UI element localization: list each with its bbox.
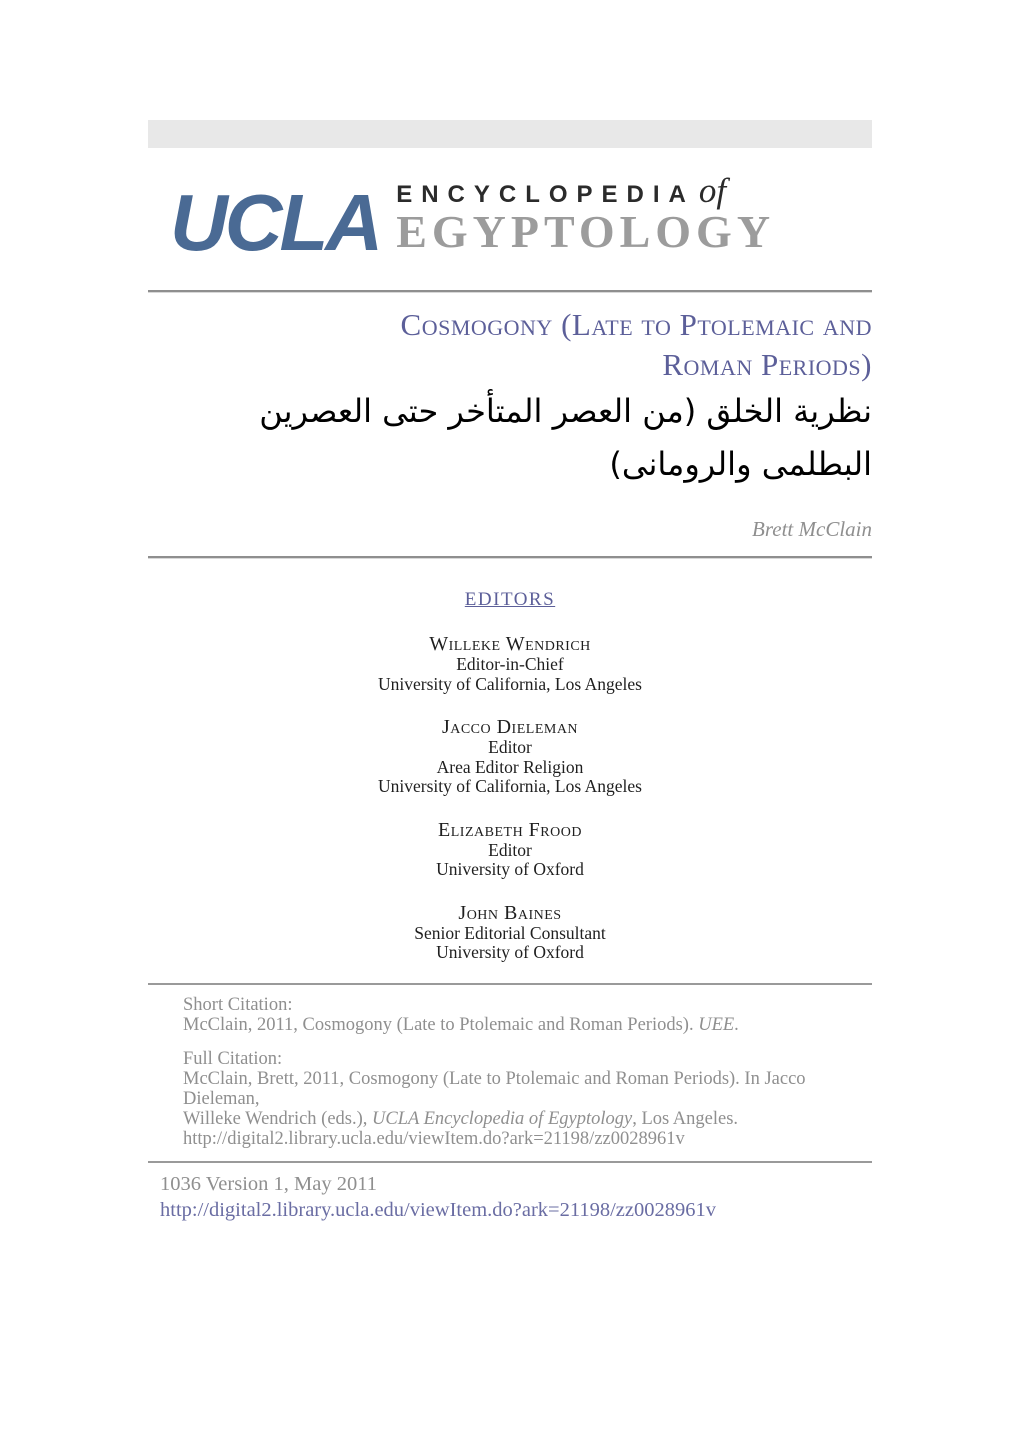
editor-entry (148, 716, 872, 797)
short-citation-journal: UEE (698, 1014, 735, 1035)
citation-gap (183, 1035, 872, 1049)
editor-name: John Baines (458, 901, 562, 924)
editors-heading-link[interactable]: EDITORS (464, 589, 556, 610)
full-citation-url[interactable]: http://digital2.library.ucla.edu/viewItem.do?ark=21198/zz0028961v (183, 1128, 685, 1149)
editor-entry (148, 633, 872, 694)
logo-wordmark (396, 171, 776, 258)
page-footer (148, 1171, 872, 1223)
editor-affiliation: University of California, Los Angeles (378, 776, 642, 796)
article-title-arabic-line-1: نظرية الخلق (من العصر المتأخر حتى العصرين (259, 392, 872, 430)
full-citation-line-2 (183, 1109, 872, 1129)
editors-heading-wrap (148, 589, 872, 611)
editor-affiliation: University of Oxford (436, 942, 584, 962)
article-title-line-2: Roman Periods) (662, 347, 872, 382)
author-bottom-rule (148, 556, 872, 559)
logo-encyclopedia-text: ENCYCLOPEDIA (396, 181, 695, 209)
page-content (148, 120, 872, 1223)
editor-name: Willeke Wendrich (429, 633, 591, 655)
document-page (0, 120, 1020, 1440)
citation-block (148, 983, 872, 1163)
editor-entry (148, 819, 872, 880)
author-name: Brett McClain (752, 517, 872, 541)
editor-role: Editor (488, 737, 532, 757)
full-citation-line-1: McClain, Brett, 2011, Cosmogony (Late to Ptolemaic and Roman Periods). In Jacco Dieleman, (183, 1068, 806, 1109)
logo-top-line (396, 171, 775, 211)
article-title-arabic-line-2: البطلمى والرومانى) (609, 445, 872, 483)
logo-egyptology-text: EGYPTOLOGY (396, 206, 776, 258)
full-citation-place: , Los Angeles. (632, 1108, 739, 1129)
header-gray-bar (148, 120, 872, 148)
editor-affiliation: University of Oxford (436, 859, 584, 879)
full-citation-work-title: UCLA Encyclopedia of Egyptology (372, 1108, 633, 1129)
uee-logo (148, 164, 872, 268)
logo-of-text: of (698, 171, 727, 211)
title-top-rule (148, 290, 872, 293)
short-citation-label: Short Citation: (183, 994, 293, 1015)
editor-affiliation: University of California, Los Angeles (378, 673, 642, 694)
editor-name: Elizabeth Frood (438, 818, 582, 841)
short-citation-text (183, 1015, 872, 1035)
article-title-line-1: Cosmogony (Late to Ptolemaic and (400, 307, 872, 342)
footer-url-link[interactable]: http://digital2.library.ucla.edu/viewItem.do?ark=21198/zz0028961v (160, 1198, 716, 1221)
article-title-block (148, 305, 872, 491)
editor-role: Editor-in-Chief (456, 654, 564, 674)
editor-role: Senior Editorial Consultant (414, 922, 606, 943)
editor-name: Jacco Dieleman (441, 716, 579, 738)
footer-version-text: 1036 Version 1, May 2011 (160, 1172, 377, 1195)
full-citation-editors: Willeke Wendrich (eds.), (183, 1108, 373, 1129)
short-citation-main: McClain, 2011, Cosmogony (Late to Ptolemaic and Roman Periods). (183, 1014, 699, 1035)
ucla-logo: UCLA (170, 178, 381, 268)
editor-entry (148, 902, 872, 963)
full-citation-label: Full Citation: (183, 1048, 283, 1069)
editor-role: Editor (488, 839, 532, 860)
short-citation-period: . (734, 1014, 739, 1035)
editor-role: Area Editor Religion (436, 756, 584, 777)
